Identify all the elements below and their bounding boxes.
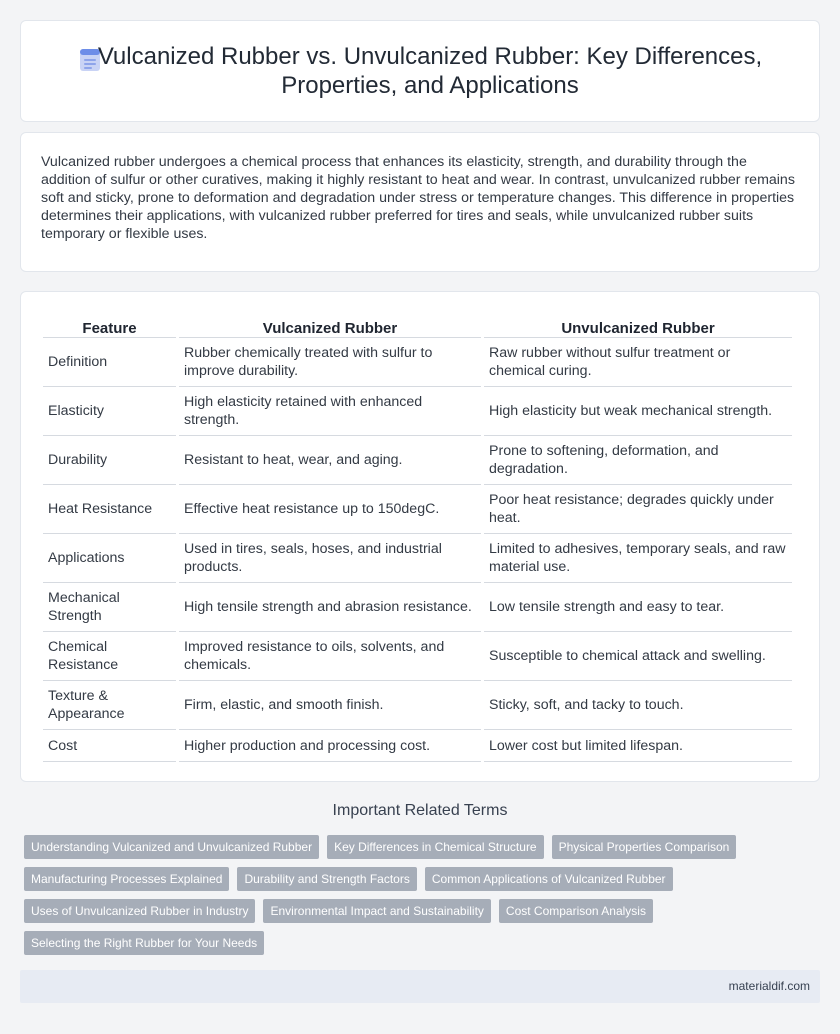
table-row — [43, 681, 792, 730]
footer-site-link[interactable]: materialdif.com — [728, 979, 810, 993]
unvulcanized-cell: Low tensile strength and easy to tear. — [484, 583, 792, 632]
table-row — [43, 730, 792, 762]
table-row — [43, 583, 792, 632]
related-term-tag[interactable]: Uses of Unvulcanized Rubber in Industry — [24, 899, 255, 923]
comparison-card — [20, 291, 820, 782]
feature-cell: Chemical Resistance — [43, 632, 176, 681]
related-terms-heading: Important Related Terms — [332, 802, 508, 819]
vulcanized-cell: Higher production and processing cost. — [179, 730, 481, 762]
unvulcanized-cell: High elasticity but weak mechanical strength. — [484, 387, 792, 436]
table-row — [43, 485, 792, 534]
intro-card — [20, 132, 820, 272]
related-term-tag[interactable]: Environmental Impact and Sustainability — [263, 899, 490, 923]
table-row — [43, 534, 792, 583]
related-terms-list — [24, 835, 824, 963]
table-row — [43, 338, 792, 387]
vulcanized-cell: Used in tires, seals, hoses, and industrial products. — [179, 534, 481, 583]
feature-cell: Cost — [43, 730, 176, 762]
unvulcanized-cell: Sticky, soft, and tacky to touch. — [484, 681, 792, 730]
footer — [20, 970, 820, 1003]
header-feature: Feature — [43, 314, 176, 338]
comparison-table — [40, 314, 795, 762]
unvulcanized-cell: Poor heat resistance; degrades quickly under heat. — [484, 485, 792, 534]
table-row — [43, 436, 792, 485]
vulcanized-cell: High tensile strength and abrasion resistance. — [179, 583, 481, 632]
table-header-row — [43, 314, 792, 338]
unvulcanized-cell: Limited to adhesives, temporary seals, and raw material use. — [484, 534, 792, 583]
page-title: Vulcanized Rubber vs. Unvulcanized Rubber: Key Differences, Properties, and Applications — [97, 43, 763, 99]
vulcanized-cell: Firm, elastic, and smooth finish. — [179, 681, 481, 730]
vulcanized-cell: Rubber chemically treated with sulfur to improve durability. — [179, 338, 481, 387]
feature-cell: Applications — [43, 534, 176, 583]
intro-paragraph: Vulcanized rubber undergoes a chemical process that enhances its elasticity, strength, and durability through the addition of sulfur or other curatives, making it highly resistant to heat and wear. In contrast, unvulcanized rubber remains soft and sticky, prone to deformation and degradation under stress or temperature changes. This difference in properties determines their applications, with vulcanized rubber preferred for tires and seals, while unvulcanized rubber suits temporary or flexible uses. — [41, 154, 795, 242]
related-term-tag[interactable]: Key Differences in Chemical Structure — [327, 835, 544, 859]
feature-cell: Mechanical Strength — [43, 583, 176, 632]
table-row — [43, 632, 792, 681]
feature-cell: Texture & Appearance — [43, 681, 176, 730]
related-term-tag[interactable]: Durability and Strength Factors — [237, 867, 416, 891]
vulcanized-cell: High elasticity retained with enhanced strength. — [179, 387, 481, 436]
title-card — [20, 20, 820, 122]
vulcanized-cell: Resistant to heat, wear, and aging. — [179, 436, 481, 485]
feature-cell: Heat Resistance — [43, 485, 176, 534]
feature-cell: Definition — [43, 338, 176, 387]
feature-cell: Elasticity — [43, 387, 176, 436]
unvulcanized-cell: Prone to softening, deformation, and degradation. — [484, 436, 792, 485]
feature-cell: Durability — [43, 436, 176, 485]
vulcanized-cell: Effective heat resistance up to 150degC. — [179, 485, 481, 534]
vulcanized-cell: Improved resistance to oils, solvents, and chemicals. — [179, 632, 481, 681]
related-term-tag[interactable]: Selecting the Right Rubber for Your Needs — [24, 931, 264, 955]
table-row — [43, 387, 792, 436]
unvulcanized-cell: Raw rubber without sulfur treatment or chemical curing. — [484, 338, 792, 387]
related-term-tag[interactable]: Physical Properties Comparison — [552, 835, 737, 859]
related-term-tag[interactable]: Common Applications of Vulcanized Rubber — [425, 867, 673, 891]
related-term-tag[interactable]: Manufacturing Processes Explained — [24, 867, 229, 891]
related-term-tag[interactable]: Cost Comparison Analysis — [499, 899, 653, 923]
unvulcanized-cell: Lower cost but limited lifespan. — [484, 730, 792, 762]
unvulcanized-cell: Susceptible to chemical attack and swelling. — [484, 632, 792, 681]
header-unvulcanized: Unvulcanized Rubber — [484, 314, 792, 338]
related-term-tag[interactable]: Understanding Vulcanized and Unvulcanized Rubber — [24, 835, 319, 859]
header-vulcanized: Vulcanized Rubber — [179, 314, 481, 338]
